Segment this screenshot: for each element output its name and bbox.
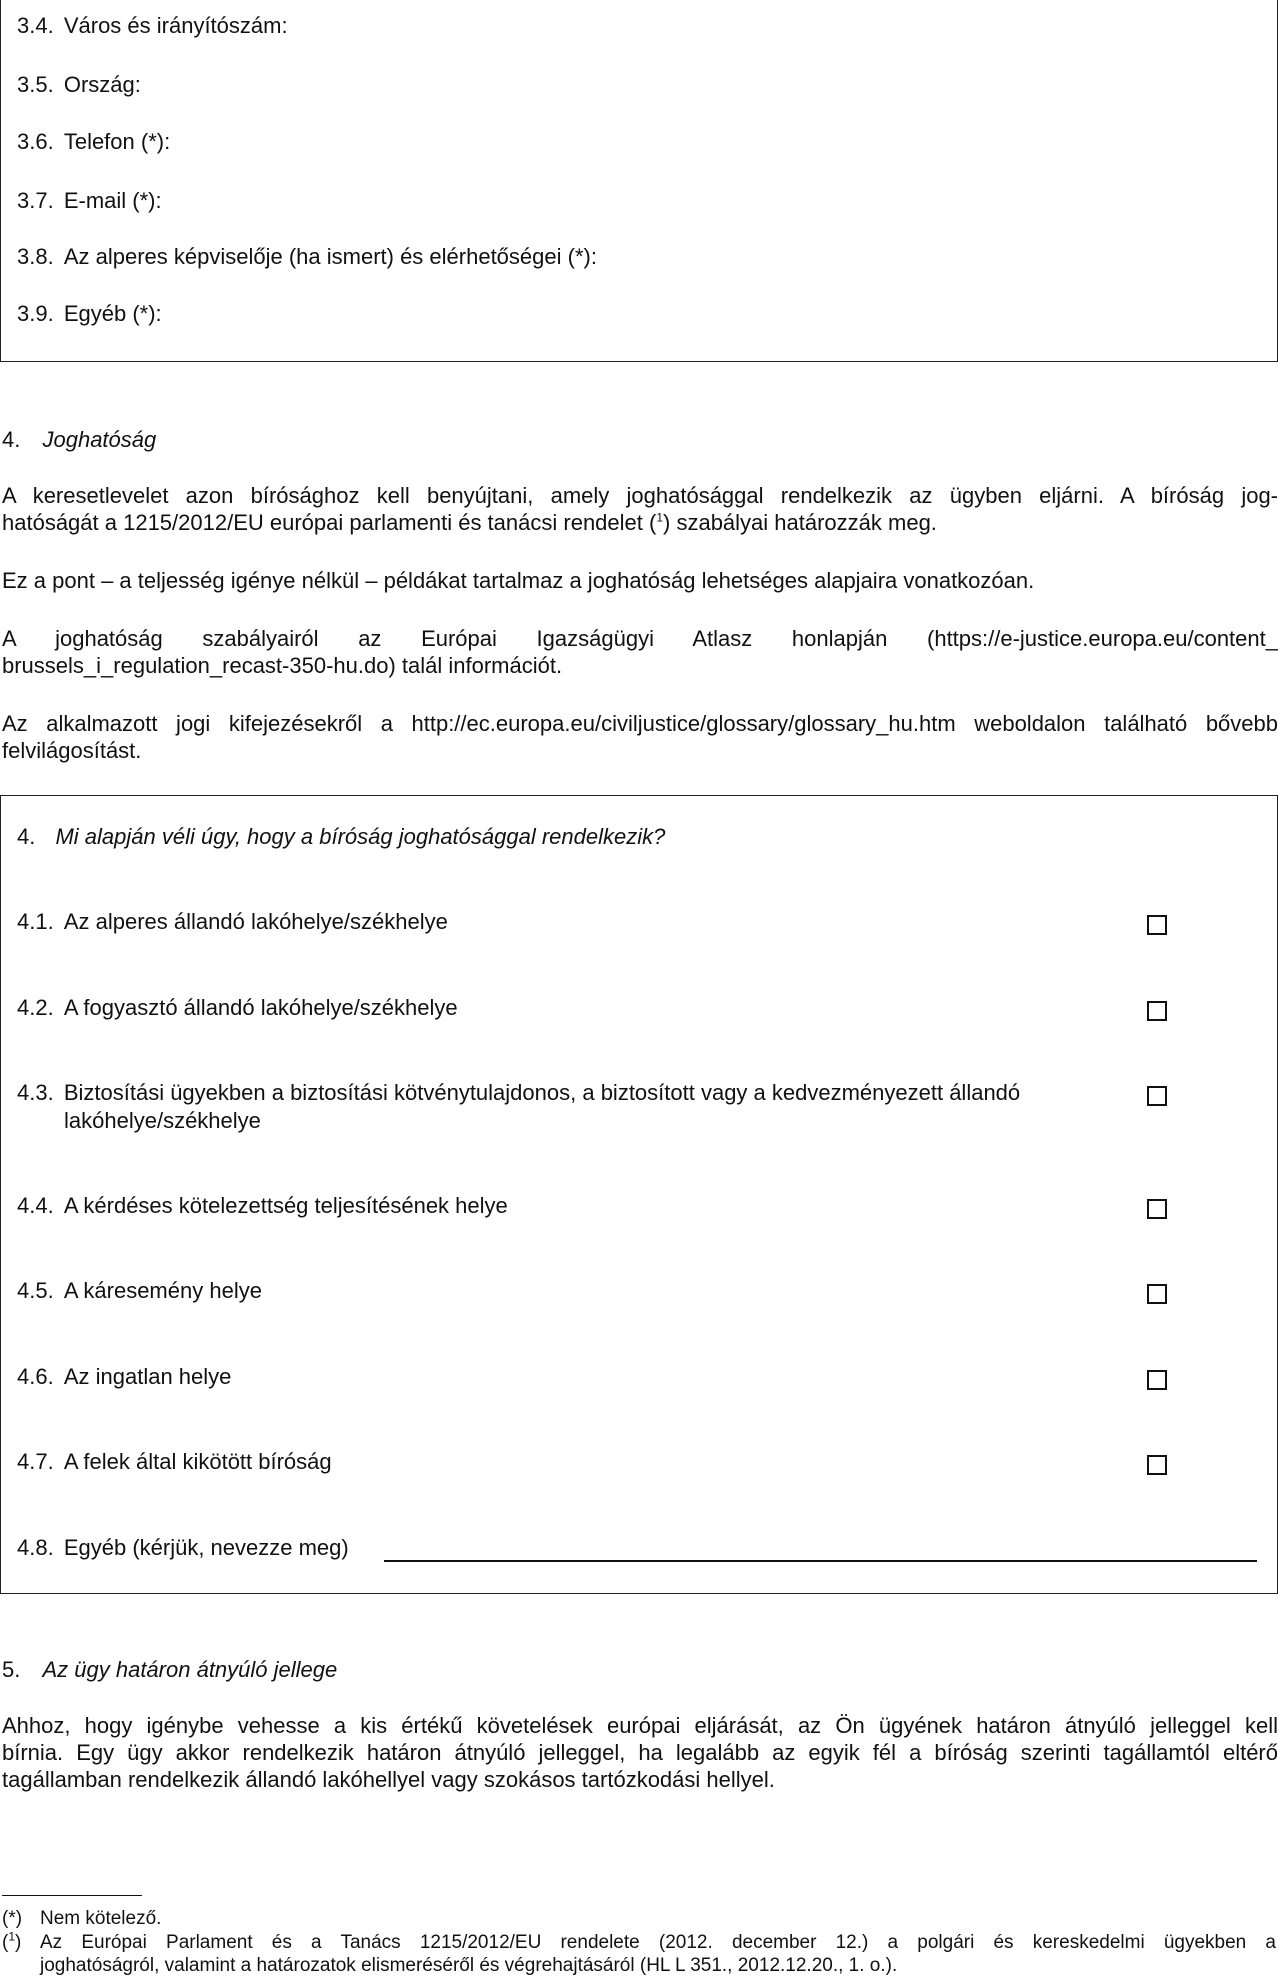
option-label: A káresemény helye	[63, 1278, 262, 1303]
box-question	[17, 823, 665, 850]
option-4-1-checkbox[interactable]	[1147, 915, 1167, 935]
option-4-3-checkbox[interactable]	[1147, 1086, 1167, 1106]
option-4-3-continuation: lakóhelye/székhelye	[64, 1108, 261, 1133]
section-5-heading	[2, 1656, 337, 1683]
text-line: A keresetlevelet azon bírósághoz kell benyújtani, amely joghatósággal rendelkezik az ügyben eljárni. A bíróság jog-	[2, 483, 1278, 508]
text-span: ) szabályai határozzák meg.	[663, 510, 937, 535]
field-3-5	[17, 71, 141, 98]
question-number: 4.	[17, 824, 36, 849]
option-number: 4.6.	[17, 1364, 54, 1389]
option-4-2-checkbox[interactable]	[1147, 1001, 1167, 1021]
field-label: Telefon (*):	[63, 129, 171, 154]
option-number: 4.7.	[17, 1449, 54, 1474]
field-label: Egyéb (*):	[63, 301, 162, 326]
option-label: Egyéb (kérjük, nevezze meg)	[63, 1535, 349, 1560]
text-line: Ahhoz, hogy igénybe vehesse a kis értékű követelések európai eljárását, az Ön ügyének határon átnyúló jelleggel kell	[2, 1713, 1278, 1738]
option-4-8	[17, 1534, 349, 1561]
cross-border-paragraph	[2, 1712, 1278, 1793]
option-label: Biztosítási ügyekben a biztosítási kötvénytulajdonos, a biztosított vagy a kedvezményezett állandó	[63, 1080, 1021, 1105]
field-3-7	[17, 187, 162, 214]
option-label: A felek által kikötött bíróság	[63, 1449, 332, 1474]
field-3-8	[17, 243, 597, 270]
option-label: Az ingatlan helye	[63, 1364, 232, 1389]
option-number: 4.3.	[17, 1080, 54, 1105]
field-label: E-mail (*):	[63, 188, 162, 213]
field-number: 3.4.	[17, 13, 54, 38]
footnote-mark-paren: )	[15, 1932, 22, 1953]
option-4-7	[17, 1448, 332, 1475]
text-line: bírnia. Egy ügy akkor rendelkezik határon átnyúló jelleggel, ha legalább az egyik fél a bíróság szerinti tagállamtól eltérő	[2, 1740, 1278, 1765]
option-4-3	[17, 1079, 1020, 1106]
text-span: hatóságát a 1215/2012/EU európai parlamenti és tanácsi rendelet (	[2, 510, 657, 535]
option-4-5-checkbox[interactable]	[1147, 1284, 1167, 1304]
text-line: tagállamban rendelkezik állandó lakóhellyel vagy szokásos tartózkodási hellyel.	[2, 1767, 775, 1792]
option-number: 4.4.	[17, 1193, 54, 1218]
question-text: Mi alapján véli úgy, hogy a bíróság joghatósággal rendelkezik?	[55, 824, 666, 849]
option-label: A fogyasztó állandó lakóhelye/székhelye	[63, 995, 458, 1020]
other-fill-in-line[interactable]	[384, 1560, 1257, 1562]
text-line: Ez a pont – a teljesség igénye nélkül – példákat tartalmaz a joghatóság lehetséges alapjaira vonatkozóan.	[2, 568, 1035, 593]
field-label: Város és irányítószám:	[63, 13, 288, 38]
section-title: Az ügy határon átnyúló jellege	[42, 1657, 338, 1682]
section-title: Joghatóság	[42, 427, 157, 452]
footnote-mark: (*)	[2, 1908, 23, 1929]
option-4-4	[17, 1192, 508, 1219]
jurisdiction-paragraph-3	[2, 625, 1278, 679]
option-4-7-checkbox[interactable]	[1147, 1455, 1167, 1475]
section-4-heading	[2, 426, 156, 453]
option-label: A kérdéses kötelezettség teljesítésének helye	[63, 1193, 508, 1218]
footnote-ref: 1	[656, 510, 664, 525]
option-number: 4.1.	[17, 909, 54, 934]
footnote-mark-paren: (	[2, 1932, 9, 1953]
option-number: 4.5.	[17, 1278, 54, 1303]
text-line: Az alkalmazott jogi kifejezésekről a http://ec.europa.eu/civiljustice/glossary/glossary_hu.htm weboldalon található bővebb	[2, 711, 1278, 736]
section-number: 5.	[2, 1657, 21, 1682]
text-line: joghatóságról, valamint a határozatok elismeréséről és végrehajtásáról (HL L 351., 2012.12.20., 1. o.).	[40, 1955, 898, 1976]
jurisdiction-box	[0, 795, 1278, 1594]
jurisdiction-paragraph-1	[2, 482, 1278, 536]
option-4-4-checkbox[interactable]	[1147, 1199, 1167, 1219]
option-4-6	[17, 1363, 231, 1390]
footnote-1	[2, 1931, 1278, 1977]
option-4-2	[17, 994, 458, 1021]
option-4-6-checkbox[interactable]	[1147, 1370, 1167, 1390]
field-number: 3.5.	[17, 72, 54, 97]
footnote-text: Nem kötelező.	[40, 1908, 162, 1929]
section3-box	[0, 0, 1278, 362]
option-4-1	[17, 908, 448, 935]
field-number: 3.6.	[17, 129, 54, 154]
text-line: brussels_i_regulation_recast-350-hu.do) talál információt.	[2, 653, 563, 678]
option-label: Az alperes állandó lakóhelye/székhelye	[63, 909, 448, 934]
jurisdiction-paragraph-2	[2, 567, 1278, 594]
field-number: 3.9.	[17, 301, 54, 326]
option-number: 4.2.	[17, 995, 54, 1020]
text-line: felvilágosítást.	[2, 738, 142, 763]
field-label: Az alperes képviselője (ha ismert) és elérhetőségei (*):	[63, 244, 597, 269]
footnote-mark	[2, 1931, 40, 1954]
option-number: 4.8.	[17, 1535, 54, 1560]
field-3-4	[17, 12, 288, 39]
footnote-star	[2, 1907, 161, 1930]
footnote-text	[40, 1931, 1276, 1977]
footnote-mark-number: 1	[8, 1929, 16, 1944]
field-number: 3.8.	[17, 244, 54, 269]
field-label: Ország:	[63, 72, 141, 97]
text-line	[2, 509, 1278, 536]
section-number: 4.	[2, 427, 21, 452]
text-line: Az Európai Parlament és a Tanács 1215/2012/EU rendelete (2012. december 12.) a polgári és kereskedelmi ügyekben a	[40, 1932, 1276, 1953]
footnote-separator	[2, 1895, 142, 1896]
option-4-5	[17, 1277, 262, 1304]
field-number: 3.7.	[17, 188, 54, 213]
field-3-9	[17, 300, 162, 327]
jurisdiction-paragraph-4	[2, 710, 1278, 764]
text-line: A joghatóság szabályairól az Európai Igazságügyi Atlasz honlapján (https://e-justice.europa.eu/content_	[2, 626, 1278, 651]
field-3-6	[17, 128, 170, 155]
